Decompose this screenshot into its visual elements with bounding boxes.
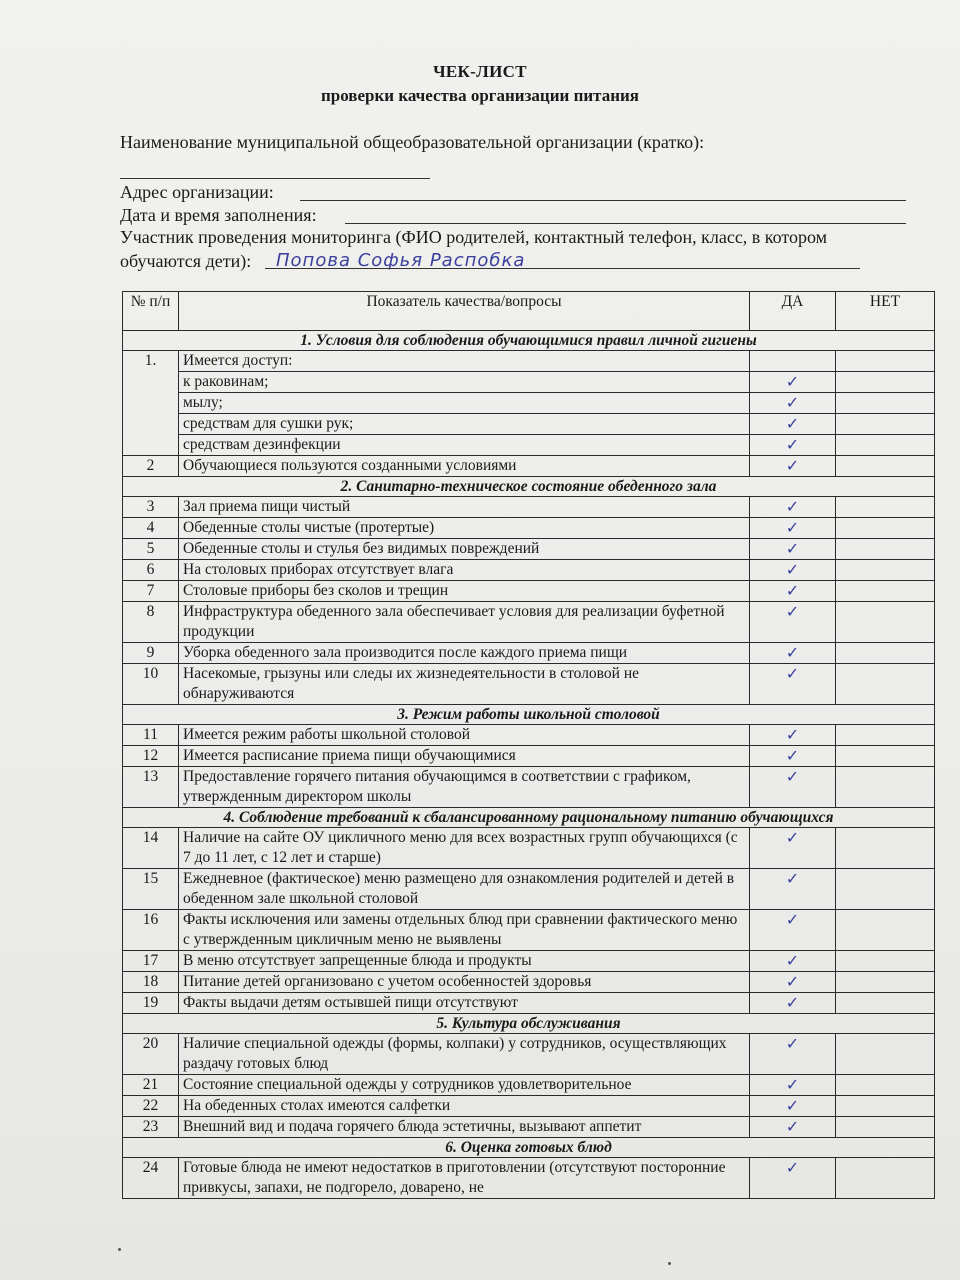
row-question: Обучающиеся пользуются созданными условиями xyxy=(179,456,750,477)
table-row xyxy=(123,372,935,393)
yes-checkmark: ✓ xyxy=(750,828,836,869)
checklist-table xyxy=(122,291,935,1199)
table-row xyxy=(123,539,935,560)
row-question: В меню отсутствует запрещенные блюда и продукты xyxy=(179,951,750,972)
row-num: 5 xyxy=(123,539,179,560)
no-cell xyxy=(836,456,935,477)
no-cell xyxy=(836,972,935,993)
table-row xyxy=(123,456,935,477)
table-header-row xyxy=(123,292,935,331)
participant-label: Участник проведения мониторинга (ФИО родителей, контактный телефон, класс, в котором xyxy=(120,227,828,247)
yes-checkmark: ✓ xyxy=(750,581,836,602)
row-question: Предоставление горячего питания обучающимся в соответствии с графиком, утвержденным директором школы xyxy=(179,767,750,808)
row-question: Инфраструктура обеденного зала обеспечивает условия для реализации буфетной продукции xyxy=(179,602,750,643)
row-question: Обеденные столы чистые (протертые) xyxy=(179,518,750,539)
participant-underline xyxy=(265,268,860,269)
section-row xyxy=(123,1138,935,1158)
participant-handwritten-value: Попова Софья Распобка xyxy=(276,250,526,271)
table-row xyxy=(123,414,935,435)
row-num: 2 xyxy=(123,456,179,477)
table-row xyxy=(123,581,935,602)
no-cell xyxy=(836,643,935,664)
yes-checkmark: ✓ xyxy=(750,414,836,435)
row-num: 23 xyxy=(123,1117,179,1138)
section-row xyxy=(123,331,935,351)
table-row xyxy=(123,910,935,951)
row-num: 1. xyxy=(123,351,179,456)
section-row xyxy=(123,808,935,828)
section-row xyxy=(123,705,935,725)
yes-checkmark: ✓ xyxy=(750,456,836,477)
paper-speck xyxy=(118,1248,121,1251)
table-row xyxy=(123,643,935,664)
org-name-label: Наименование муниципальной общеобразовательной организации (кратко): xyxy=(120,132,705,152)
yes-checkmark: ✓ xyxy=(750,1117,836,1138)
table-row xyxy=(123,497,935,518)
header-num: № п/п xyxy=(123,292,179,331)
table-row xyxy=(123,664,935,705)
row-question: Ежедневное (фактическое) меню размещено для ознакомления родителей и детей в обеденном зале школьной столовой xyxy=(179,869,750,910)
row-question: средствам для сушки рук; xyxy=(179,414,750,435)
no-cell xyxy=(836,910,935,951)
no-cell xyxy=(836,1075,935,1096)
table-row xyxy=(123,1075,935,1096)
row-num: 22 xyxy=(123,1096,179,1117)
yes-cell xyxy=(750,351,836,372)
no-cell xyxy=(836,664,935,705)
row-num: 11 xyxy=(123,725,179,746)
no-cell xyxy=(836,767,935,808)
yes-checkmark: ✓ xyxy=(750,1034,836,1075)
header-question: Показатель качества/вопросы xyxy=(179,292,750,331)
row-num: 21 xyxy=(123,1075,179,1096)
no-cell xyxy=(836,828,935,869)
row-question: Наличие специальной одежды (формы, колпаки) у сотрудников, осуществляющих раздачу готовых блюд xyxy=(179,1034,750,1075)
row-question: На столовых приборах отсутствует влага xyxy=(179,560,750,581)
yes-checkmark: ✓ xyxy=(750,725,836,746)
section-row xyxy=(123,1014,935,1034)
row-question: мылу; xyxy=(179,393,750,414)
section-row xyxy=(123,477,935,497)
table-row xyxy=(123,393,935,414)
no-cell xyxy=(836,1117,935,1138)
row-num: 3 xyxy=(123,497,179,518)
yes-checkmark: ✓ xyxy=(750,497,836,518)
table-row xyxy=(123,725,935,746)
no-cell xyxy=(836,518,935,539)
datetime-label: Дата и время заполнения: xyxy=(120,205,317,225)
row-question: Наличие на сайте ОУ цикличного меню для всех возрастных групп обучающихся (с 7 до 11 лет, с 12 лет и старше) xyxy=(179,828,750,869)
address-label: Адрес организации: xyxy=(120,182,274,202)
row-num: 10 xyxy=(123,664,179,705)
no-cell xyxy=(836,1034,935,1075)
row-num: 8 xyxy=(123,602,179,643)
section-title: 1. Условия для соблюдения обучающимися правил личной гигиены xyxy=(123,331,935,351)
row-question: Факты выдачи детям остывшей пищи отсутствуют xyxy=(179,993,750,1014)
no-cell xyxy=(836,393,935,414)
row-question: Имеется доступ: xyxy=(179,351,750,372)
yes-checkmark: ✓ xyxy=(750,372,836,393)
participant-label-cont: обучаются дети): xyxy=(120,251,252,271)
no-cell xyxy=(836,435,935,456)
org-name-underline xyxy=(120,178,430,179)
paper-speck xyxy=(668,1262,671,1265)
yes-checkmark: ✓ xyxy=(750,664,836,705)
yes-checkmark: ✓ xyxy=(750,951,836,972)
row-num: 6 xyxy=(123,560,179,581)
row-num: 12 xyxy=(123,746,179,767)
yes-checkmark: ✓ xyxy=(750,910,836,951)
table-row xyxy=(123,767,935,808)
datetime-underline xyxy=(345,223,906,224)
row-num: 18 xyxy=(123,972,179,993)
yes-checkmark: ✓ xyxy=(750,746,836,767)
document-subtitle: проверки качества организации питания xyxy=(320,86,640,105)
no-cell xyxy=(836,602,935,643)
yes-checkmark: ✓ xyxy=(750,539,836,560)
yes-checkmark: ✓ xyxy=(750,643,836,664)
yes-checkmark: ✓ xyxy=(750,1096,836,1117)
no-cell xyxy=(836,539,935,560)
row-num: 24 xyxy=(123,1158,179,1199)
no-cell xyxy=(836,581,935,602)
section-title: 3. Режим работы школьной столовой xyxy=(123,705,935,725)
table-row xyxy=(123,869,935,910)
table-row xyxy=(123,746,935,767)
row-question: Внешний вид и подача горячего блюда эстетичны, вызывают аппетит xyxy=(179,1117,750,1138)
yes-checkmark: ✓ xyxy=(750,869,836,910)
row-question: средствам дезинфекции xyxy=(179,435,750,456)
document-title: ЧЕК-ЛИСТ xyxy=(433,62,527,81)
no-cell xyxy=(836,746,935,767)
no-cell xyxy=(836,560,935,581)
section-title: 5. Культура обслуживания xyxy=(123,1014,935,1034)
table-row xyxy=(123,828,935,869)
row-question: Состояние специальной одежды у сотрудников удовлетворительное xyxy=(179,1075,750,1096)
row-question: Имеется режим работы школьной столовой xyxy=(179,725,750,746)
yes-checkmark: ✓ xyxy=(750,1075,836,1096)
row-num: 13 xyxy=(123,767,179,808)
row-question: Уборка обеденного зала производится после каждого приема пищи xyxy=(179,643,750,664)
section-title: 6. Оценка готовых блюд xyxy=(123,1138,935,1158)
table-row xyxy=(123,972,935,993)
row-question: Столовые приборы без сколов и трещин xyxy=(179,581,750,602)
row-question: Насекомые, грызуны или следы их жизнедеятельности в столовой не обнаруживаются xyxy=(179,664,750,705)
yes-checkmark: ✓ xyxy=(750,767,836,808)
yes-checkmark: ✓ xyxy=(750,560,836,581)
row-question: Факты исключения или замены отдельных блюд при сравнении фактического меню с утвержденным цикличным меню не выявлены xyxy=(179,910,750,951)
row-num: 4 xyxy=(123,518,179,539)
row-question: Обеденные столы и стулья без видимых повреждений xyxy=(179,539,750,560)
row-num: 19 xyxy=(123,993,179,1014)
yes-checkmark: ✓ xyxy=(750,435,836,456)
no-cell xyxy=(836,993,935,1014)
section-title: 4. Соблюдение требований к сбалансированному рациональному питанию обучающихся xyxy=(123,808,935,828)
row-num: 17 xyxy=(123,951,179,972)
row-question: к раковинам; xyxy=(179,372,750,393)
row-num: 16 xyxy=(123,910,179,951)
yes-checkmark: ✓ xyxy=(750,993,836,1014)
table-row xyxy=(123,435,935,456)
table-row xyxy=(123,1158,935,1199)
table-row xyxy=(123,351,935,372)
yes-checkmark: ✓ xyxy=(750,602,836,643)
row-num: 20 xyxy=(123,1034,179,1075)
table-row xyxy=(123,1034,935,1075)
no-cell xyxy=(836,869,935,910)
no-cell xyxy=(836,414,935,435)
yes-checkmark: ✓ xyxy=(750,393,836,414)
address-underline xyxy=(300,200,906,201)
yes-checkmark: ✓ xyxy=(750,518,836,539)
row-question: Имеется расписание приема пищи обучающимися xyxy=(179,746,750,767)
row-question: На обеденных столах имеются салфетки xyxy=(179,1096,750,1117)
header-yes: ДА xyxy=(750,292,836,331)
no-cell xyxy=(836,725,935,746)
row-question: Питание детей организовано с учетом особенностей здоровья xyxy=(179,972,750,993)
yes-checkmark: ✓ xyxy=(750,1158,836,1199)
row-num: 15 xyxy=(123,869,179,910)
row-num: 14 xyxy=(123,828,179,869)
row-num: 9 xyxy=(123,643,179,664)
table-row xyxy=(123,993,935,1014)
header-no: НЕТ xyxy=(836,292,935,331)
row-question: Зал приема пищи чистый xyxy=(179,497,750,518)
table-row xyxy=(123,1096,935,1117)
section-title: 2. Санитарно-техническое состояние обеденного зала xyxy=(123,477,935,497)
yes-checkmark: ✓ xyxy=(750,972,836,993)
row-num: 7 xyxy=(123,581,179,602)
no-cell xyxy=(836,1096,935,1117)
table-row xyxy=(123,951,935,972)
table-row xyxy=(123,1117,935,1138)
no-cell xyxy=(836,1158,935,1199)
row-question: Готовые блюда не имеют недостатков в приготовлении (отсутствуют посторонние привкусы, запахи, не подгорело, доварено, не xyxy=(179,1158,750,1199)
table-row xyxy=(123,518,935,539)
no-cell xyxy=(836,372,935,393)
table-row xyxy=(123,602,935,643)
no-cell xyxy=(836,351,935,372)
table-row xyxy=(123,560,935,581)
no-cell xyxy=(836,497,935,518)
no-cell xyxy=(836,951,935,972)
